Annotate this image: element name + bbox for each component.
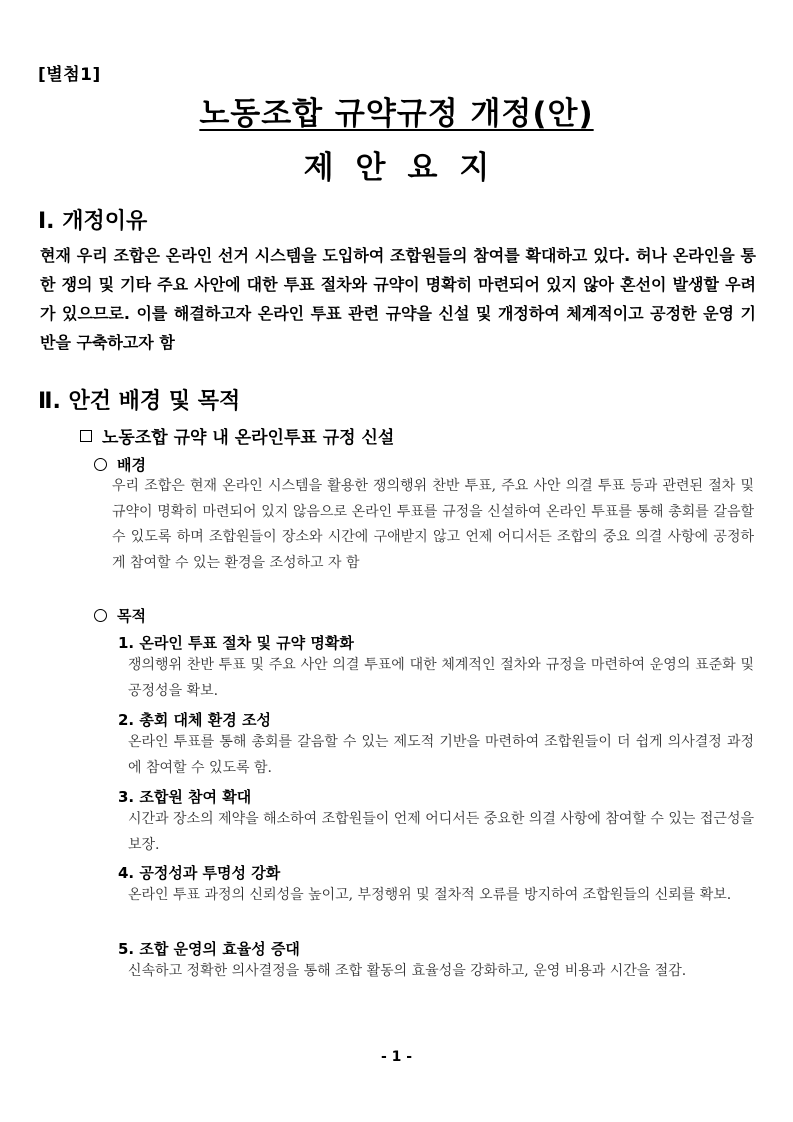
purpose-heading <box>94 605 146 626</box>
topic-heading <box>80 423 394 448</box>
purpose-item-title: 2. 총회 대체 환경 조성 <box>118 711 271 729</box>
circle-bullet-icon <box>94 609 107 622</box>
document-subtitle: 제안요지 <box>303 150 512 186</box>
purpose-item-title: 3. 조합원 참여 확대 <box>118 788 252 806</box>
checkbox-square-icon <box>80 430 92 442</box>
circle-bullet-icon <box>94 458 107 471</box>
section-2-heading: Ⅱ. 안건 배경 및 목적 <box>38 389 241 414</box>
page-number: - 1 - <box>380 1049 413 1065</box>
purpose-item-text: 온라인 투표 과정의 신뢰성을 높이고, 부정행위 및 절차적 오류를 방지하여 조합원들의 신뢰를 확보. <box>128 887 732 903</box>
background-heading <box>94 454 146 475</box>
document-title <box>0 88 793 133</box>
purpose-item-title: 5. 조합 운영의 효율성 증대 <box>118 940 300 958</box>
section-1-body: 현재 우리 조합은 온라인 선거 시스템을 도입하여 조합원들의 참여를 확대하고 있다. 허나 온라인을 통한 쟁의 및 기타 주요 사안에 대한 투표 절차와 규약이 명확히 마련되어 있지 않아 혼선이 발생할 우려가 있으므로. 이를 해결하고자 온라인 투표 관련 규약을 신설 및 개정하여 체계적이고 공정한 운영 기반을 구축하고자 함 <box>40 246 756 352</box>
purpose-item-text: 신속하고 정확한 의사결정을 통해 조합 활동의 효율성을 강화하고, 운영 비용과 시간을 절감. <box>128 963 687 979</box>
background-label: 배경 <box>117 456 146 474</box>
purpose-item-text: 시간과 장소의 제약을 해소하여 조합원들이 언제 어디서든 중요한 의결 사항에 참여할 수 있는 접근성을 보장. <box>128 811 754 853</box>
purpose-label: 목적 <box>117 607 146 625</box>
purpose-item-title: 1. 온라인 투표 절차 및 규약 명확화 <box>118 634 354 652</box>
section-1-heading: Ⅰ. 개정이유 <box>38 209 148 234</box>
topic-heading-text: 노동조합 규약 내 온라인투표 규정 신설 <box>102 428 395 448</box>
purpose-item-text: 온라인 투표를 통해 총회를 갈음할 수 있는 제도적 기반을 마련하여 조합원들이 더 쉽게 의사결정 과정에 참여할 수 있도록 함. <box>128 734 754 776</box>
background-paragraph: 우리 조합은 현재 온라인 시스템을 활용한 쟁의행위 찬반 투표, 주요 사안 의결 투표 등과 관련된 절차 및 규약이 명확히 마련되어 있지 않음으로 온라인 투표를 규정을 신설하여 온라인 투표를 통해 총회를 갈음할 수 있도록 하며 조합원들이 장소와 시간에 구애받지 않고 언제 어디서든 조합의 중요 의결 사항에 공정하게 참여할 수 있는 환경을 조성하고 자 함 <box>112 478 754 571</box>
document-title-text: 노동조합 규약규정 개정(안) <box>199 96 594 132</box>
attachment-label: [별첨1] <box>38 65 101 85</box>
purpose-item-title: 4. 공정성과 투명성 강화 <box>118 864 281 882</box>
purpose-item-text: 쟁의행위 찬반 투표 및 주요 사안 의결 투표에 대한 체계적인 절차와 규정을 마련하여 운영의 표준화 및 공정성을 확보. <box>128 657 754 699</box>
